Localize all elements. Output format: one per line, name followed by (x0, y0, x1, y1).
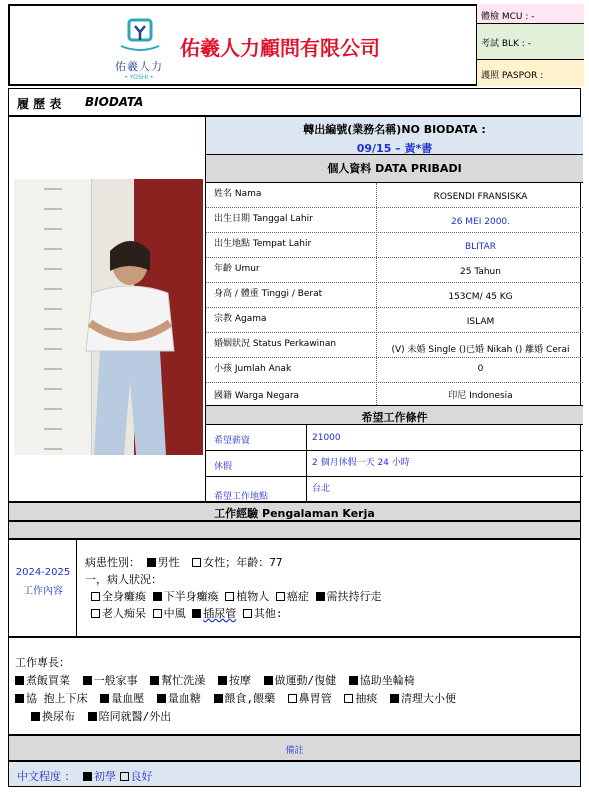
row-status-perkawinan (206, 333, 583, 358)
skill-checkbox[interactable] (31, 712, 40, 721)
personal-info-table (205, 117, 582, 503)
skill-label: 餵食,餵藥 (224, 692, 276, 705)
wish-rows (206, 425, 583, 503)
conditions-row-2 (85, 605, 575, 622)
row-label: 姓名 Nama (214, 189, 262, 199)
skill-label: 一般家事 (93, 674, 138, 687)
wish-value: 台北 (312, 484, 331, 494)
skill-checkbox[interactable] (218, 676, 227, 685)
skill-checkbox[interactable] (83, 676, 92, 685)
logo-text: 佑羲人力 (115, 60, 163, 73)
chinese-level (17, 768, 153, 784)
condition-label: 插尿管 (203, 607, 237, 620)
row-jumlah-anak (206, 358, 583, 383)
skill-label: 做運動/復健 (274, 674, 337, 687)
biodata-number-cell (206, 117, 583, 155)
row-value: 25 Tahun (460, 267, 501, 277)
row-value: 印尼 Indonesia (448, 391, 513, 401)
skill-label: 換尿布 (42, 710, 75, 723)
skill-checkbox[interactable] (288, 694, 297, 703)
personal-data-header: 個人資料 DATA PRIBADI (206, 155, 583, 183)
row-warga-negara (206, 383, 583, 407)
condition-label: 全身癱瘓 (102, 590, 146, 603)
condition-label: 其他: (253, 607, 283, 620)
paspor-label: 護照 PASPOR : (477, 60, 584, 86)
condition-checkbox[interactable] (91, 592, 100, 601)
patient-gender-line (85, 554, 575, 571)
wish-row-location (206, 477, 583, 503)
condition-label: 癌症 (286, 590, 309, 603)
skill-checkbox[interactable] (344, 694, 353, 703)
skill-label: 煮飯買菜 (26, 674, 70, 687)
logo-subtext: • YOSHI • (124, 74, 154, 81)
condition-checkbox[interactable] (243, 609, 252, 618)
skill-checkbox[interactable] (88, 712, 97, 721)
main-block (8, 116, 581, 502)
female-checkbox[interactable] (192, 558, 201, 567)
chinese-beginner-checkbox[interactable] (83, 772, 92, 781)
row-label: 出生日期 Tanggal Lahir (214, 214, 313, 224)
skill-label: 清理大小便 (401, 692, 456, 705)
row-label: 年齡 Umur (214, 264, 260, 274)
skill-checkbox[interactable] (15, 676, 24, 685)
header-info-boxes (476, 4, 583, 86)
skill-label: 鼻胃管 (298, 692, 332, 705)
row-label: 婚姻狀況 Status Perkawinan (214, 339, 337, 349)
row-label: 身高 / 體重 Tinggi / Berat (214, 289, 323, 299)
skill-label: 抽痰 (355, 692, 378, 705)
condition-label: 老人痴呆 (102, 607, 146, 620)
skill-checkbox[interactable] (15, 694, 24, 703)
biodata-number-label: 轉出編號(業務名稱)NO BIODATA : (303, 123, 486, 136)
condition-label: 下半身癱瘓 (163, 590, 219, 603)
company-logo (107, 16, 171, 81)
skills-row-2 (15, 690, 575, 708)
experience-header: 工作經驗 Pengalaman Kerja (8, 502, 581, 521)
row-value: 153CM/ 45 KG (448, 292, 513, 302)
experience-block (8, 539, 581, 637)
candidate-photo (14, 179, 203, 455)
skill-label: 幫忙洗澡 (161, 674, 206, 687)
row-value: ROSENDI FRANSISKA (433, 192, 528, 202)
skill-label: 協 抱上下床 (26, 692, 88, 705)
blk-label: 考試 BLK : - (477, 24, 584, 60)
condition-checkbox[interactable] (91, 609, 100, 618)
skill-checkbox[interactable] (157, 694, 166, 703)
condition-label: 植物人 (236, 590, 270, 603)
condition-checkbox[interactable] (153, 592, 162, 601)
skill-label: 按摩 (228, 674, 251, 687)
condition-checkbox[interactable] (316, 592, 325, 601)
skill-label: 陪同就醫/外出 (98, 710, 172, 723)
skill-label: 協助坐輪椅 (359, 674, 415, 687)
conditions-row-1 (85, 588, 575, 605)
row-value: 0 (477, 364, 484, 374)
mcu-label: 體檢 MCU : - (477, 4, 584, 24)
title-cn: 履 歷 表 (17, 97, 62, 111)
skills-title: 工作專長： (15, 656, 70, 669)
skills-content (15, 654, 575, 726)
condition-checkbox[interactable] (153, 609, 162, 618)
condition-label: 中風 (163, 607, 186, 620)
remark-label: 備註 (285, 746, 304, 756)
row-value: BLITAR (464, 242, 497, 252)
chinese-good-checkbox[interactable] (120, 772, 129, 781)
wish-label: 希望工作地點 (214, 492, 269, 502)
skill-label: 量血糖 (167, 692, 201, 705)
skills-row-1 (15, 672, 575, 690)
wish-value: 2 個月休假一天 24 小時 (312, 458, 410, 468)
row-value: ISLAM (466, 317, 495, 327)
skill-checkbox[interactable] (264, 676, 273, 685)
experience-period-label: 工作內容 (23, 586, 63, 597)
remark-row (8, 735, 581, 761)
row-label: 小孩 Jumlah Anak (214, 364, 292, 374)
experience-period: 2024-2025 (15, 567, 71, 578)
wish-label: 希望薪資 (214, 436, 251, 446)
chinese-level-label: 中文程度 ： (17, 770, 76, 783)
personal-rows (206, 183, 583, 407)
female-label: 女性；年齡：77 (203, 556, 283, 569)
skill-label: 量血壓 (111, 692, 145, 705)
chinese-beginner-label: 初學 (94, 770, 116, 783)
row-value: (V) 未婚 Single ()已婚 Nikah () 離婚 Cerai (391, 345, 570, 355)
biodata-number-value: 09/15 – 黃*書 (356, 142, 433, 155)
title-en: BIODATA (85, 95, 144, 109)
chinese-level-row (8, 761, 581, 787)
condition-checkbox[interactable] (192, 609, 201, 618)
wish-value: 21000 (312, 433, 341, 443)
skill-checkbox[interactable] (390, 694, 399, 703)
condition-checkbox[interactable] (276, 592, 285, 601)
row-label: 國籍 Warga Negara (214, 391, 300, 401)
condition-checkbox[interactable] (225, 592, 234, 601)
wish-conditions-header: 希望工作條件 (206, 405, 583, 425)
skill-checkbox[interactable] (100, 694, 109, 703)
patient-gender-prefix: 病患性別： (85, 556, 140, 569)
experience-spacer (8, 521, 581, 539)
wish-label: 休假 (214, 462, 233, 472)
yoshi-logo-icon (107, 16, 171, 56)
row-tempat-lahir (206, 233, 583, 258)
patient-condition-title: 一，病人狀況： (85, 573, 162, 586)
experience-details (85, 554, 575, 622)
row-label: 出生地點 Tempat Lahir (214, 239, 312, 249)
experience-period-cell (9, 540, 77, 638)
person-figure-icon (70, 231, 190, 455)
skill-checkbox[interactable] (214, 694, 223, 703)
row-tanggal-lahir (206, 208, 583, 233)
skill-checkbox[interactable] (349, 676, 358, 685)
company-name: 佑羲人力顧問有限公司 (180, 36, 380, 60)
male-label: 男性 (157, 556, 180, 569)
row-value: 26 MEI 2000. (450, 217, 511, 227)
row-tinggi-berat (206, 283, 583, 308)
chinese-good-label: 良好 (130, 770, 153, 783)
biodata-title-row (8, 88, 581, 116)
skills-block (8, 637, 581, 735)
row-umur (206, 258, 583, 283)
document-header (8, 4, 581, 86)
wish-row-salary (206, 425, 583, 451)
skill-checkbox[interactable] (150, 676, 159, 685)
male-checkbox[interactable] (147, 558, 156, 567)
wish-row-leave (206, 451, 583, 477)
row-agama (206, 308, 583, 333)
row-nama (206, 183, 583, 208)
skills-row-3 (15, 708, 575, 726)
row-label: 宗教 Agama (214, 314, 267, 324)
condition-label: 需扶持行走 (326, 590, 382, 603)
